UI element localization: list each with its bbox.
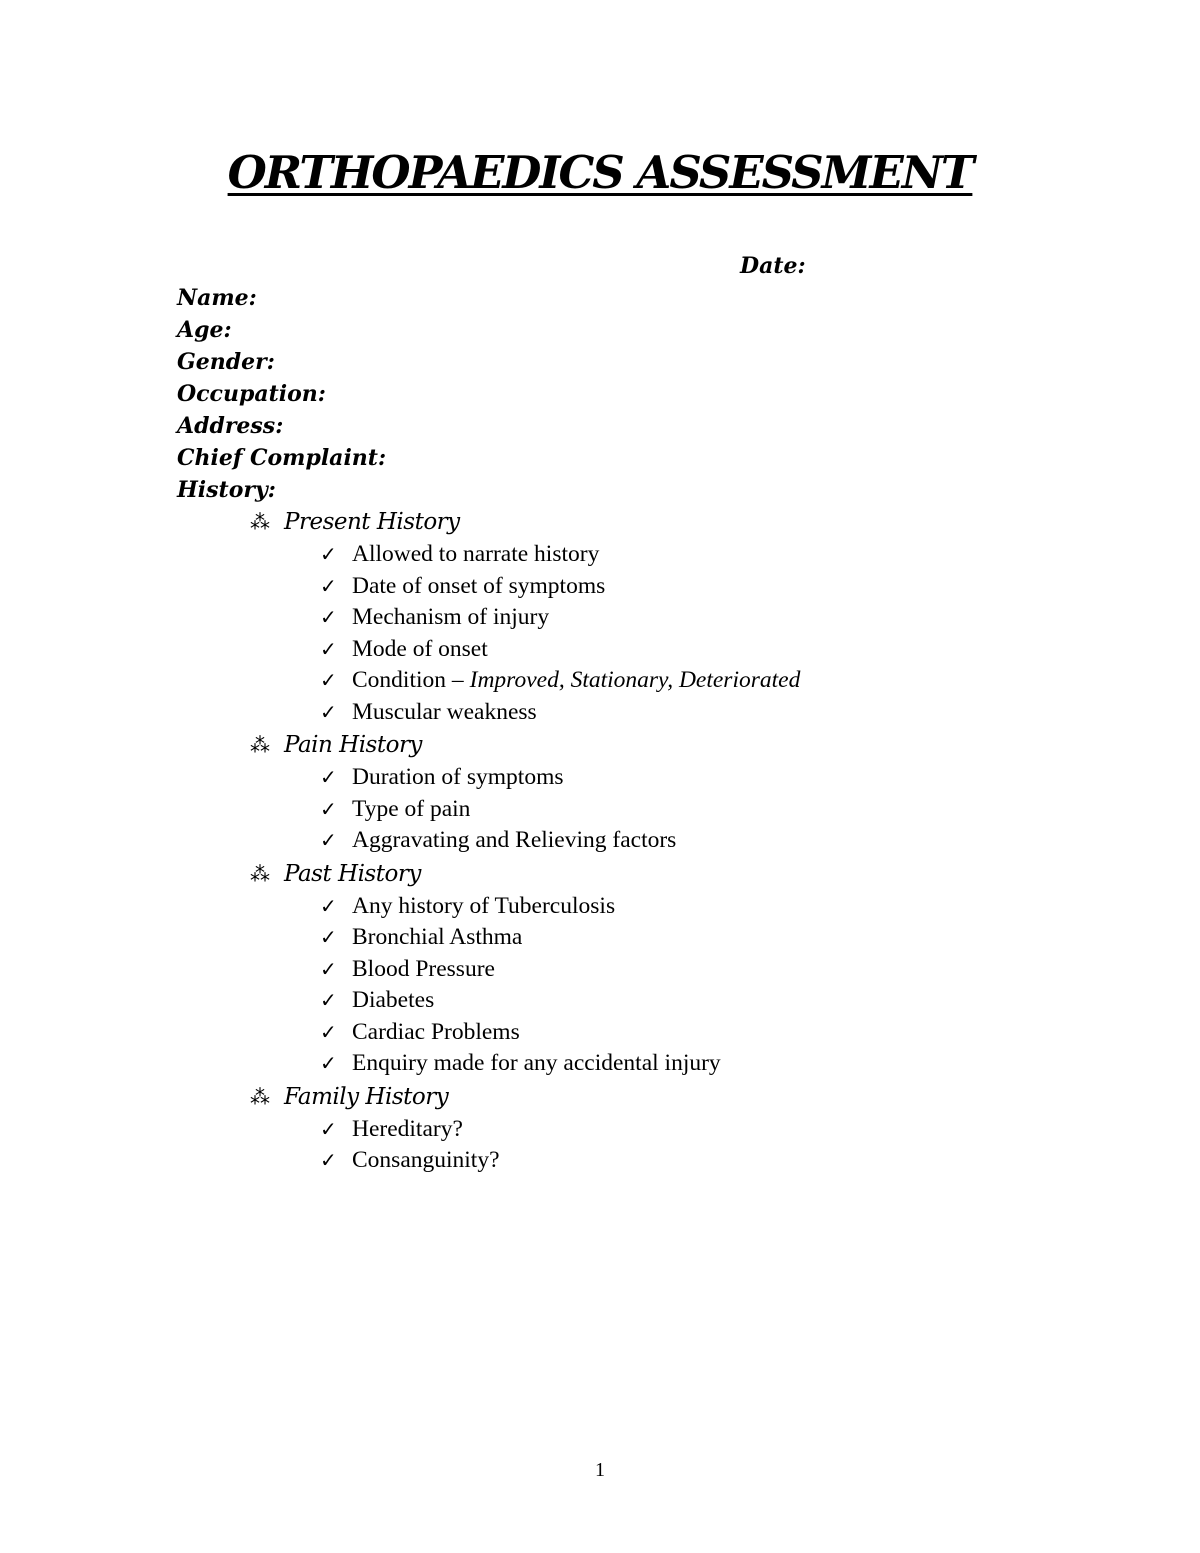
checklist-item	[320, 794, 800, 826]
checklist-item	[320, 922, 800, 954]
item-detail: Improved, Stationary, Deteriorated	[469, 667, 801, 693]
checklist-item	[320, 825, 800, 857]
item-text: Diabetes	[352, 987, 435, 1013]
checkmark-icon: ✓	[320, 796, 337, 821]
section-heading	[248, 1080, 800, 1114]
checklist-item	[320, 954, 800, 986]
item-text: Muscular weakness	[352, 698, 537, 725]
checkmark-icon: ✓	[320, 605, 337, 629]
checkmark-icon: ✓	[320, 542, 337, 566]
checklist	[248, 762, 800, 857]
patient-fields	[177, 282, 386, 506]
checkmark-icon: ✓	[320, 925, 337, 949]
item-text: Allowed to narrate history	[352, 541, 600, 567]
checkmark-icon: ✓	[320, 1148, 337, 1172]
section-present-history	[248, 505, 800, 728]
section-title: Family History	[284, 1083, 449, 1110]
section-pain-history	[248, 728, 800, 857]
star-cluster-icon: ⁂	[250, 510, 270, 534]
history-sections	[248, 505, 800, 1177]
item-text: Bronchial Asthma	[352, 924, 523, 950]
page-number: 1	[595, 1459, 605, 1481]
item-text: Any history of Tuberculosis	[352, 892, 616, 919]
checklist-item	[320, 1048, 800, 1080]
checklist-item	[320, 571, 800, 603]
history-label: History:	[177, 477, 276, 503]
checkmark-icon: ✓	[320, 636, 337, 661]
checkmark-icon: ✓	[320, 668, 337, 692]
checkmark-icon: ✓	[320, 573, 337, 598]
checklist	[248, 891, 800, 1080]
document-title: ORTHOPAEDICS ASSESSMENT	[227, 146, 973, 199]
section-title: Past History	[284, 860, 421, 887]
checklist-item	[320, 1114, 800, 1146]
section-heading	[248, 857, 800, 891]
checklist-item	[320, 1017, 800, 1049]
checkmark-icon: ✓	[320, 988, 337, 1012]
checklist-item	[320, 762, 800, 794]
item-text: Mode of onset	[352, 635, 488, 662]
checkmark-icon: ✓	[320, 1019, 337, 1044]
checklist-item	[320, 985, 800, 1017]
item-text: Date of onset of symptoms	[352, 572, 606, 599]
checklist-item	[320, 665, 800, 697]
name-label: Name:	[177, 285, 257, 311]
star-cluster-icon: ⁂	[250, 1084, 270, 1109]
item-text: Mechanism of injury	[352, 604, 550, 630]
checklist	[248, 1114, 800, 1177]
checkmark-icon: ✓	[320, 699, 337, 724]
star-cluster-icon: ⁂	[250, 733, 270, 757]
section-past-history	[248, 857, 800, 1080]
item-text: Aggravating and Relieving factors	[352, 827, 677, 853]
checklist-item	[320, 634, 800, 666]
item-text: Hereditary?	[352, 1115, 463, 1142]
age-label: Age:	[177, 317, 232, 343]
item-text: Blood Pressure	[352, 955, 495, 982]
checklist-item	[320, 891, 800, 923]
date-label: Date:	[740, 253, 806, 279]
checkmark-icon: ✓	[320, 1051, 337, 1075]
checkmark-icon: ✓	[320, 1116, 337, 1141]
section-title: Pain History	[284, 732, 422, 758]
section-heading	[248, 505, 800, 539]
checkmark-icon: ✓	[320, 956, 337, 981]
section-title: Present History	[284, 509, 460, 535]
checklist-item	[320, 539, 800, 571]
star-cluster-icon: ⁂	[250, 861, 270, 886]
occupation-label: Occupation:	[177, 381, 326, 407]
item-text: Consanguinity?	[352, 1147, 500, 1173]
checkmark-icon: ✓	[320, 765, 337, 789]
section-family-history	[248, 1080, 800, 1177]
checklist-item	[320, 697, 800, 729]
checklist-item	[320, 602, 800, 634]
section-heading	[248, 728, 800, 762]
item-text: Enquiry made for any accidental injury	[352, 1050, 721, 1076]
item-text: Duration of symptoms	[352, 764, 564, 790]
item-text: Condition –	[352, 667, 464, 693]
item-text: Type of pain	[352, 795, 471, 822]
checklist-item	[320, 1145, 800, 1177]
address-label: Address:	[177, 413, 284, 439]
chief-complaint-label: Chief Complaint:	[177, 445, 387, 471]
checklist	[248, 539, 800, 728]
checkmark-icon: ✓	[320, 828, 337, 852]
item-text: Cardiac Problems	[352, 1018, 520, 1045]
checkmark-icon: ✓	[320, 893, 337, 918]
gender-label: Gender:	[177, 349, 275, 375]
